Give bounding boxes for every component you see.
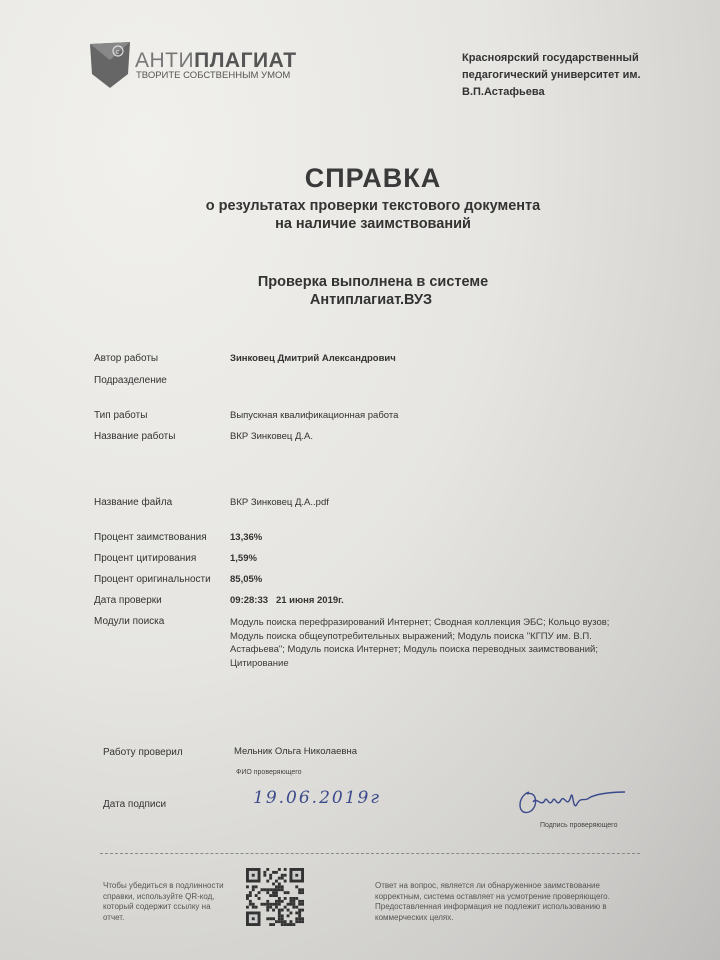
originality-percent-label: Процент оригинальности — [94, 574, 211, 585]
subtitle-line2: на наличие заимствований — [275, 216, 471, 232]
qr-code-icon — [245, 868, 305, 931]
borrow-percent-label: Процент заимствования — [94, 532, 207, 543]
document-title: СПРАВКА — [304, 163, 442, 193]
disclaimer: Ответ на вопрос, является ли обнаруженное заимствование корректным, система оставляет на усмотрение проверяющего. Предоставленная информация не подлежит использованию в коммерческих целях. — [375, 881, 610, 922]
department-label: Подразделение — [94, 375, 167, 386]
sign-date-label: Дата подписи — [103, 799, 167, 810]
cite-percent-value: 1,59% — [230, 553, 257, 564]
originality-percent-value: 85,05% — [230, 574, 263, 585]
borrow-percent-value: 13,36% — [230, 532, 263, 543]
signature-caption: Подпись проверяющего — [540, 822, 618, 829]
divider — [100, 853, 640, 854]
checker-caption: ФИО проверяющего — [236, 769, 302, 776]
qr-note: Чтобы убедиться в подлинности справки, используйте QR-код, который содержит ссылку на отчет. — [103, 881, 224, 922]
author-label: Автор работы — [94, 353, 159, 364]
checker-name: Мельник Ольга Николаевна — [234, 746, 357, 757]
handwritten-sign-date: 19.06.2019г — [253, 788, 381, 808]
work-name-label: Название работы — [94, 431, 176, 442]
type-value: Выпускная квалификационная работа — [230, 410, 399, 421]
svg-text:c: c — [115, 48, 120, 56]
file-name-value: ВКР Зинковец Д.А..pdf — [230, 497, 329, 508]
type-label: Тип работы — [94, 410, 148, 421]
modules-value: Модуль поиска перефразирований Интернет; Сводная коллекция ЭБС; Кольцо вузов; Модуль поиска общеупотребительных выражений; Модуль поиска "КГПУ им. В.П. Астафьева"; Модуль поиска Интернет; Модуль поиска переводных заимствований; Цитирование — [230, 617, 610, 669]
file-name-label: Название файла — [94, 497, 173, 508]
logo-title-part2: ПЛАГИАТ — [194, 49, 297, 72]
check-date-value: 09:28:33 21 июня 2019г. — [230, 595, 344, 606]
antiplagiat-logo-icon — [88, 40, 132, 95]
logo-title-part1: АНТИ — [135, 49, 195, 72]
signature-image — [515, 782, 635, 827]
modules-label: Модули поиска — [94, 616, 165, 627]
system-line2: Антиплагиат.ВУЗ — [309, 292, 433, 308]
subtitle-line1: о результатах проверки текстового документа — [205, 198, 541, 214]
work-name-value: ВКР Зинковец Д.А. — [230, 431, 314, 442]
checked-by-label: Работу проверил — [103, 747, 183, 758]
cite-percent-label: Процент цитирования — [94, 553, 197, 564]
system-line1: Проверка выполнена в системе — [257, 274, 489, 290]
university-name: Красноярский государственный педагогический университет им. В.П.Астафьева — [462, 52, 641, 98]
logo-tagline: ТВОРИТЕ СОБСТВЕННЫМ УМОМ — [136, 70, 291, 81]
check-date-label: Дата проверки — [94, 595, 162, 606]
author-value: Зинковец Дмитрий Александрович — [230, 353, 396, 364]
